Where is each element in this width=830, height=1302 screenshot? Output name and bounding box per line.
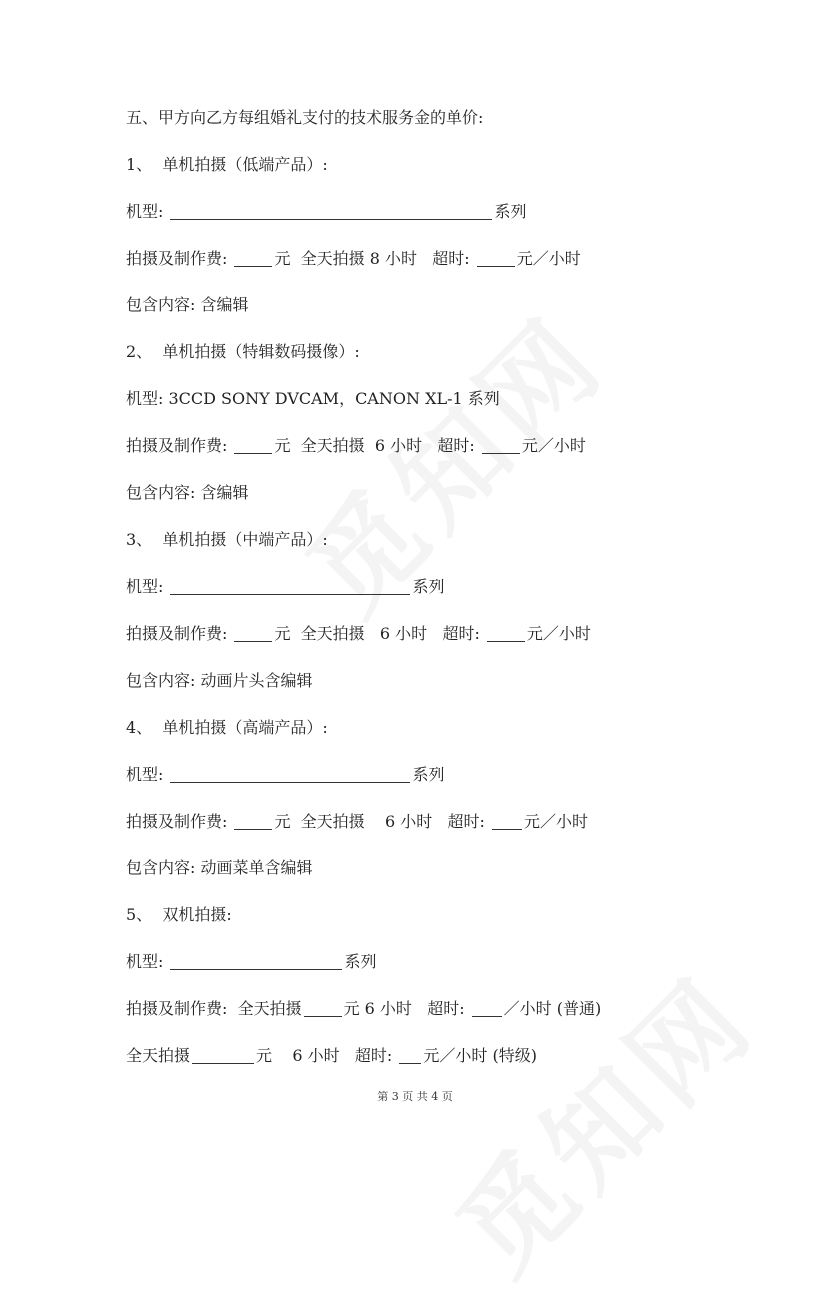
item-heading xyxy=(126,530,328,550)
text: 元 6 小时 超时: xyxy=(256,1046,398,1065)
text: 3、 单机拍摄（中端产品）: xyxy=(126,530,328,549)
text: 元／小时 xyxy=(524,812,589,831)
text: 机型: xyxy=(126,952,169,971)
text: 元／小时 xyxy=(521,436,586,455)
text: 包含内容: 动画片头含编辑 xyxy=(126,671,313,690)
blank-field[interactable] xyxy=(170,578,410,595)
text: 元／小时 (特级) xyxy=(423,1046,537,1065)
model-line xyxy=(126,577,445,597)
blank-field[interactable] xyxy=(234,625,272,642)
text: 5、 双机拍摄: xyxy=(126,905,232,924)
text: 元／小时 xyxy=(526,624,591,643)
fee-line xyxy=(126,436,586,456)
model-line xyxy=(126,952,377,972)
text: 系列 xyxy=(412,765,445,784)
blank-field[interactable] xyxy=(304,1000,342,1017)
text: 机型: 3CCD SONY DVCAM，CANON XL-1 系列 xyxy=(126,389,500,408)
text: ／小时 (普通) xyxy=(503,999,602,1018)
blank-field[interactable] xyxy=(234,813,272,830)
fee-line xyxy=(126,249,581,269)
text: 机型: xyxy=(126,202,169,221)
model-line xyxy=(126,765,445,785)
fee-line xyxy=(126,624,591,644)
blank-field[interactable] xyxy=(472,1000,502,1017)
text: 拍摄及制作费: xyxy=(126,249,233,268)
item-heading xyxy=(126,155,328,175)
text: 元 6 小时 超时: xyxy=(343,999,470,1018)
text: 拍摄及制作费: xyxy=(126,436,233,455)
blank-field[interactable] xyxy=(492,813,522,830)
content-line xyxy=(126,671,312,691)
text: 2、 单机拍摄（特辑数码摄像）: xyxy=(126,342,360,361)
text: 元 全天拍摄 8 小时 超时: xyxy=(274,249,475,268)
item-heading xyxy=(126,905,232,925)
content-line xyxy=(126,858,312,878)
text: 元 全天拍摄 6 小时 超时: xyxy=(274,436,480,455)
fee-line xyxy=(126,1046,537,1066)
blank-field[interactable] xyxy=(477,250,515,267)
text: 系列 xyxy=(344,952,377,971)
text: 机型: xyxy=(126,577,169,596)
text: 元 全天拍摄 6 小时 超时: xyxy=(274,812,491,831)
content-line xyxy=(126,483,248,503)
blank-field[interactable] xyxy=(170,766,410,783)
text: 系列 xyxy=(412,577,445,596)
blank-field[interactable] xyxy=(170,203,492,220)
content-line xyxy=(126,295,248,315)
fee-line xyxy=(126,999,601,1019)
model-line xyxy=(126,202,527,222)
text: 元／小时 xyxy=(516,249,581,268)
text: 包含内容: 含编辑 xyxy=(126,483,249,502)
text: 1、 单机拍摄（低端产品）: xyxy=(126,155,328,174)
text: 机型: xyxy=(126,765,169,784)
page-number: 第 3 页 共 4 页 xyxy=(377,1090,453,1103)
blank-field[interactable] xyxy=(234,437,272,454)
blank-field[interactable] xyxy=(234,250,272,267)
blank-field[interactable] xyxy=(170,953,342,970)
text: 元 全天拍摄 6 小时 超时: xyxy=(274,624,485,643)
text: 拍摄及制作费: xyxy=(126,624,233,643)
text: 包含内容: 含编辑 xyxy=(126,295,249,314)
blank-field[interactable] xyxy=(482,437,520,454)
blank-field[interactable] xyxy=(487,625,525,642)
model-line xyxy=(126,389,500,409)
blank-field[interactable] xyxy=(399,1047,421,1064)
text: 五、甲方向乙方每组婚礼支付的技术服务金的单价: xyxy=(126,108,484,127)
item-heading xyxy=(126,342,360,362)
item-heading xyxy=(126,718,328,738)
text: 拍摄及制作费: xyxy=(126,812,233,831)
blank-field[interactable] xyxy=(192,1047,254,1064)
text: 全天拍摄 xyxy=(126,1046,191,1065)
text: 系列 xyxy=(494,202,527,221)
watermark xyxy=(417,936,783,1302)
text: 4、 单机拍摄（高端产品）: xyxy=(126,718,328,737)
fee-line xyxy=(126,812,588,832)
section-heading xyxy=(126,108,483,128)
text: 包含内容: 动画菜单含编辑 xyxy=(126,858,313,877)
text: 拍摄及制作费: 全天拍摄 xyxy=(126,999,302,1018)
